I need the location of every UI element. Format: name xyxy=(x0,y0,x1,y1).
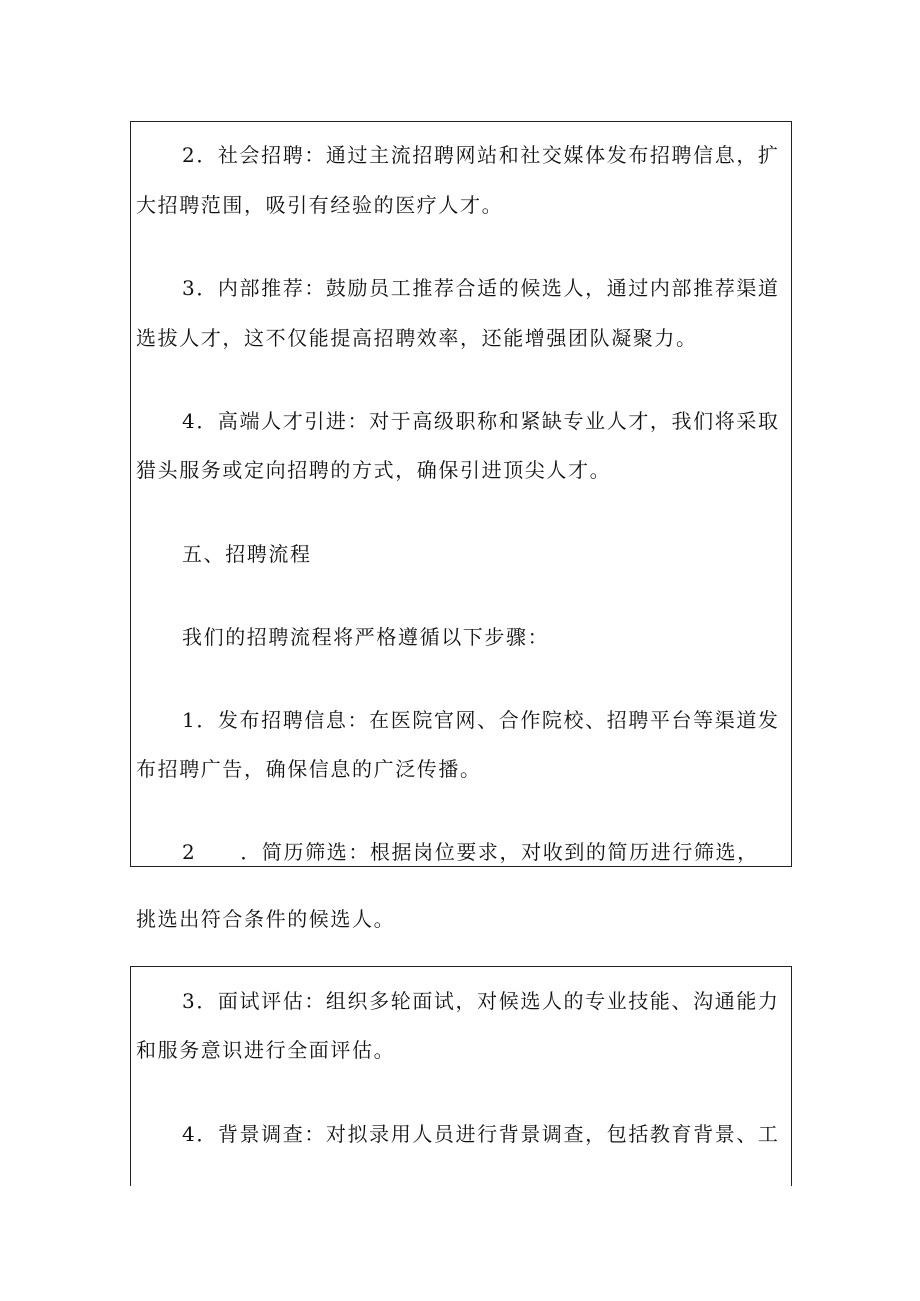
paragraph-internal-referral-line2: 选拔人才，这不仅能提高招聘效率，还能增强团队凝聚力。 xyxy=(136,326,698,350)
paragraph-resume-screening xyxy=(182,839,759,865)
paragraph-high-end-talent-line2: 猎头服务或定向招聘的方式，确保引进顶尖人才。 xyxy=(136,458,612,482)
paragraph-high-end-talent-line1: 4．高端人才引进：对于高级职称和紧缺专业人才，我们将采取 xyxy=(182,409,780,433)
paragraph-internal-referral-line1: 3．内部推荐：鼓励员工推荐合适的候选人，通过内部推荐渠道 xyxy=(182,276,780,300)
paragraph-social-recruitment-line2: 大招聘范围，吸引有经验的医疗人才。 xyxy=(136,193,504,217)
paragraph-continuation: 挑选出符合条件的候选人。 xyxy=(136,907,396,931)
step-number: 2 xyxy=(182,840,197,864)
paragraph-interview-line2: 和服务意识进行全面评估。 xyxy=(136,1038,396,1062)
paragraph-interview-line1: 3．面试评估：组织多轮面试，对候选人的专业技能、沟通能力 xyxy=(182,989,780,1013)
paragraph-social-recruitment-line1: 2．社会招聘：通过主流招聘网站和社交媒体发布招聘信息，扩 xyxy=(182,143,780,167)
paragraph-publish-info-line2: 布招聘广告，确保信息的广泛传播。 xyxy=(136,757,482,781)
step-text: ．简历筛选：根据岗位要求，对收到的简历进行筛选， xyxy=(240,840,759,864)
paragraph-background-check-line1: 4．背景调查：对拟录用人员进行背景调查，包括教育背景、工 xyxy=(182,1122,780,1146)
paragraph-publish-info-line1: 1．发布招聘信息：在医院官网、合作院校、招聘平台等渠道发 xyxy=(182,708,780,732)
section-heading: 五、招聘流程 xyxy=(182,542,312,566)
process-intro: 我们的招聘流程将严格遵循以下步骤： xyxy=(182,625,550,649)
